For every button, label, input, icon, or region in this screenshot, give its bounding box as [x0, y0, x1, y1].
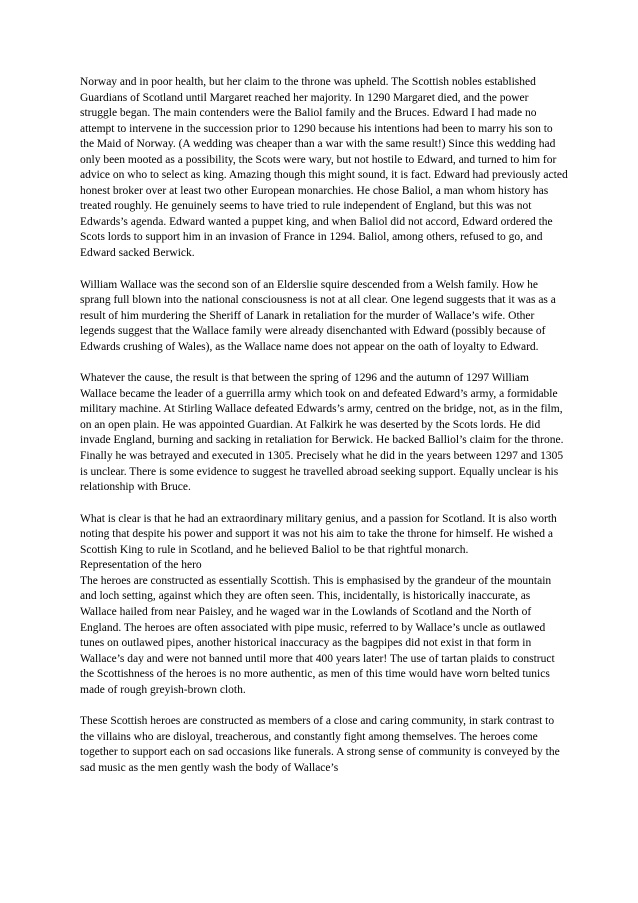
document-page [80, 75, 568, 792]
paragraph-succession: Norway and in poor health, but her claim to the throne was upheld. The Scottish nobles established Guardians of Scotland until Margaret reached her majority. In 1290 Margaret died, and the power struggle began. The main contenders were the Baliol family and the Bruces. Edward I had made no attempt to intervene in the succession prior to 1290 because his intentions had been to marry his son to the Maid of Norway. (A wedding was cheaper than a war with the same result!) Since this wedding had only been mooted as a possibility, the Scots were wary, but not hostile to Edward, and turned to him for advice on who to select as king. Amazing though this might sound, it is fact. Edward had previously acted honest broker over at least two other European monarchies. He chose Baliol, a man whom history has treated roughly. He genuinely seems to have tried to rule independent of England, but this was not Edwards’s agenda. Edward wanted a puppet king, and when Baliol did not accord, Edward ordered the Scots lords to support him in an invasion of France in 1294. Baliol, among others, refused to go, and Edward sacked Berwick. [80, 76, 568, 260]
paragraph-scottish-heroes: The heroes are constructed as essentially Scottish. This is emphasised by the grandeur of the mountain and loch setting, against which they are often seen. This, incidentally, is historically inaccurate, as Wallace hailed from near Paisley, and he waged war in the Lowlands of Scotland and the North of England. The heroes are often associated with pipe music, referred to by Wallace’s uncle as outlawed tunes on outlawed pipes, another historical inaccuracy as the bagpipes did not exist in that form in Wallace’s day and were not banned until more that 400 years later! The use of tartan plaids to construct the Scottishness of the heroes is no more authentic, as men of this time would have worn belted tunics made of rough greyish-brown cloth. [80, 574, 555, 696]
paragraph-wallace-origins: William Wallace was the second son of an Elderslie squire descended from a Welsh family. How he sprang full blown into the national consciousness is not at all clear. One legend suggests that it was as a result of him murdering the Sheriff of Lanark in retaliation for the murder of Wallace’s wife. Other legends suggest that the Wallace family were already disenchanted with Edward (possibly because of Edwards crushing of Wales), as the Wallace name does not appear on the oath of loyalty to Edward. [80, 278, 556, 353]
paragraph-community: These Scottish heroes are constructed as members of a close and caring community, in stark contrast to the villains who are disloyal, treacherous, and constantly fight among themselves. The heroes come together to support each on sad occasions like funerals. A strong sense of community is conveyed by the sad music as the men gently wash the body of Wallace’s [80, 715, 560, 774]
paragraph-wallace-genius: What is clear is that he had an extraordinary military genius, and a passion for Scotland. It is also worth noting that despite his power and support it was not his aim to take the throne for himself. He wished a Scottish King to rule in Scotland, and he believed Baliol to be that rightful monarch. [80, 512, 557, 556]
paragraph-wallace-campaign: Whatever the cause, the result is that between the spring of 1296 and the autumn of 1297 William Wallace became the leader of a guerrilla army which took on and defeated Edward’s army, a formidable military machine. At Stirling Wallace defeated Edwards’s army, centred on the bridge, not, as in the film, on an open plain. He was appointed Guardian. At Falkirk he was deserted by the Scots lords. He did invade England, burning and sacking in retaliation for Berwick. He backed Balliol’s claim for the throne. Finally he was betrayed and executed in 1305. Precisely what he did in the years between 1297 and 1305 is unclear. There is some evidence to suggest he travelled abroad seeking support. Equally unclear is his relationship with Bruce. [80, 372, 564, 494]
section-heading: Representation of the hero [80, 559, 202, 572]
